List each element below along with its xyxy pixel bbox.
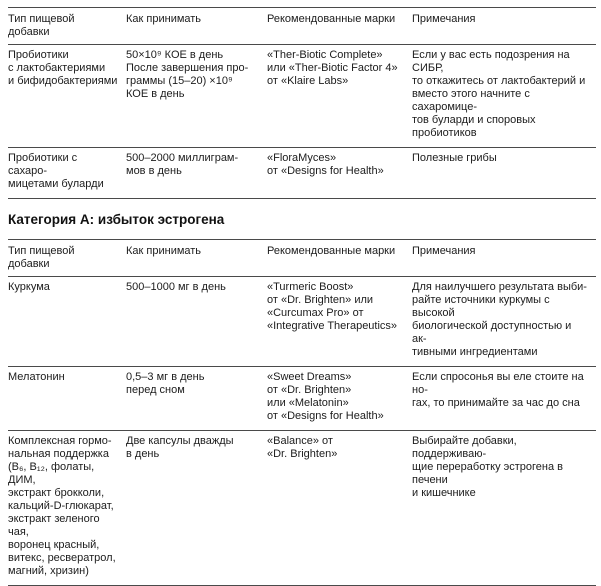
cell-recommended-brands: «Balance» от «Dr. Brighten» xyxy=(267,431,412,586)
table-row xyxy=(8,45,596,148)
cell-how-to-take: 500–1000 мг в день xyxy=(126,277,267,367)
cell-how-to-take: 0,5–3 мг в день перед сном xyxy=(126,367,267,431)
header-how-to-take: Как принимать xyxy=(126,8,267,45)
header-supplement-type: Тип пищевой добавки xyxy=(8,8,126,45)
header-notes: Примечания xyxy=(412,240,596,277)
cell-how-to-take: 500–2000 миллиграм- мов в день xyxy=(126,148,267,199)
cell-supplement-type: Куркума xyxy=(8,277,126,367)
cell-supplement-type: Мелатонин xyxy=(8,367,126,431)
table-header-row xyxy=(8,240,596,277)
cell-recommended-brands: «Sweet Dreams» от «Dr. Brighten» или «Melatonin» от «Designs for Health» xyxy=(267,367,412,431)
cell-notes: Если спросонья вы еле стоите на но- гах, то принимайте за час до сна xyxy=(412,367,596,431)
table-row xyxy=(8,277,596,367)
table-row xyxy=(8,148,596,199)
table-row xyxy=(8,367,596,431)
section-heading: Категория А: избыток эстрогена xyxy=(8,212,225,227)
cell-notes: Полезные грибы xyxy=(412,148,596,199)
cell-recommended-brands: «Turmeric Boost» от «Dr. Brighten» или «Curcumax Pro» от «Integrative Therapeutics» xyxy=(267,277,412,367)
supplement-table-probiotics xyxy=(8,7,596,199)
cell-supplement-type: Пробиотики с лактобактериями и бифидобактериями xyxy=(8,45,126,148)
table-row xyxy=(8,431,596,586)
table-header-row xyxy=(8,8,596,45)
cell-notes: Если у вас есть подозрения на СИБР, то откажитесь от лактобактерий и вместо этого начните с сахаромице- тов буларди и споровых пробиотиков xyxy=(412,45,596,148)
cell-notes: Для наилучшего результата выби- райте источники куркумы с высокой биологической доступностью и ак- тивными ингредиентами xyxy=(412,277,596,367)
header-recommended-brands: Рекомендованные марки xyxy=(267,240,412,277)
cell-how-to-take: 50×10⁹ КОЕ в день После завершения про- граммы (15–20) ×10⁹ КОЕ в день xyxy=(126,45,267,148)
header-how-to-take: Как принимать xyxy=(126,240,267,277)
cell-supplement-type: Комплексная гормо- нальная поддержка (B₆, B₁₂, фолаты, ДИМ, экстракт брокколи, кальций-D-глюкарат, экстракт зеленого чая, воронец красный, витекс, ресвератрол, магний, хризин) xyxy=(8,431,126,586)
header-supplement-type: Тип пищевой добавки xyxy=(8,240,126,277)
header-notes: Примечания xyxy=(412,8,596,45)
cell-how-to-take: Две капсулы дважды в день xyxy=(126,431,267,586)
cell-recommended-brands: «Ther-Biotic Complete» или «Ther-Biotic Factor 4» от «Klaire Labs» xyxy=(267,45,412,148)
cell-notes: Выбирайте добавки, поддерживаю- щие переработку эстрогена в печени и кишечнике xyxy=(412,431,596,586)
supplement-table-estrogen-excess xyxy=(8,239,596,586)
cell-recommended-brands: «FloraMyces» от «Designs for Health» xyxy=(267,148,412,199)
cell-supplement-type: Пробиотики с сахаро- мицетами буларди xyxy=(8,148,126,199)
header-recommended-brands: Рекомендованные марки xyxy=(267,8,412,45)
